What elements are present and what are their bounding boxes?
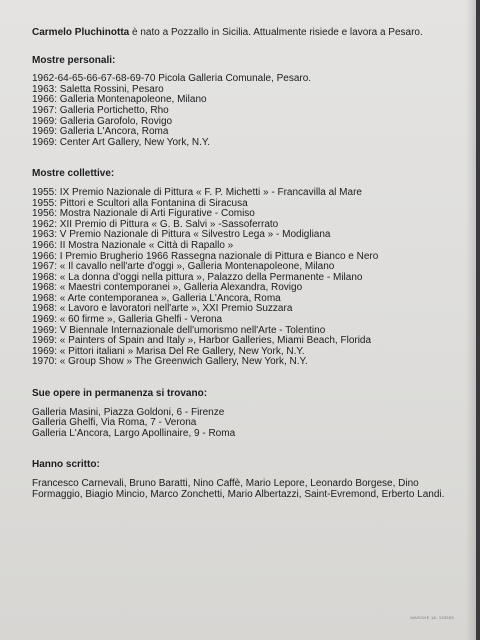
list-item: 1962: XII Premio di Pittura « G. B. Salvi » -Sassoferrato [32,218,279,230]
list-item: 1956: Mostra Nazionale di Arti Figurative - Comiso [32,208,255,220]
artist-name: Carmelo Pluchinotta [32,27,130,38]
list-item: 1969: V Biennale Internazionale dell'umorismo nell'Arte - Tolentino [32,324,326,336]
list-item: 1967: « Il cavallo nell'arte d'oggi », Galleria Montenapoleone, Milano [32,261,335,273]
list-permanenza [32,408,458,440]
list-item: 1967: Galleria Portichetto, Rho [32,104,169,116]
list-item: 1968: « Maestri contemporanei », Galleria Alexandra, Rovigo [32,282,303,294]
heading-scritto: Hanno scritto: [32,459,100,471]
intro-text: è nato a Pozzallo in Sicilia. Attualmente risiede e lavora a Pesaro. [129,27,423,38]
list-item: 1969: Center Art Gallery, New York, N.Y. [32,136,211,148]
heading-collettive: Mostre collettive: [32,168,115,180]
list-item: 1966: Galleria Montenapoleone, Milano [32,94,207,106]
authors-paragraph: Francesco Carnevali, Bruno Baratti, Nino Caffè, Mario Lepore, Leonardo Borgese, Dino Formaggio, Biagio Mincio, Marco Zonchetti, Mario Albertazzi, Saint-Evremond, Erberto Landi. [32,478,445,500]
list-item: 1968: « Lavoro e lavoratori nell'arte », XXI Premio Suzzara [32,303,293,315]
list-item: 1955: IX Premio Nazionale di Pittura « F. P. Michetti » - Francavilla al Mare [32,186,362,198]
list-item: 1962-64-65-66-67-68-69-70 Picola Galleria Comunale, Pesaro. [32,73,312,85]
list-item: 1963: V Premio Nazionale di Pittura « Silvestro Lega » - Modigliana [32,229,331,241]
list-item: 1969: Galleria Garofolo, Rovigo [32,115,173,127]
list-item: Galleria L'Ancora, Largo Apollinaire, 9 - Roma [32,427,236,439]
list-item: Galleria Ghelfi, Via Roma, 7 - Verona [32,417,197,429]
list-item: 1969: Galleria L'Ancora, Roma [32,126,169,138]
printer-mark: MARCHE 18. 193535 [410,615,454,620]
list-item: Galleria Masini, Piazza Goldoni, 6 - Firenze [32,406,225,418]
list-collettive [32,188,458,368]
list-item: 1963: Saletta Rossini, Pesaro [32,83,164,95]
list-item: 1966: II Mostra Nazionale « Città di Rapallo » [32,239,234,251]
heading-permanenza: Sue opere in permanenza si trovano: [32,388,208,400]
list-item: 1970: « Group Show » The Greenwich Gallery, New York, N.Y. [32,356,308,368]
list-personali [32,74,458,148]
intro-line [32,28,458,39]
list-item: 1968: « Arte contemporanea », Galleria L'Ancora, Roma [32,292,281,304]
list-item: 1955: Pittori e Scultori alla Fontanina di Siracusa [32,197,248,209]
list-item: 1969: « Pittori italiani » Marisa Del Re Gallery, New York, N.Y. [32,345,305,357]
list-item: 1968: « La donna d'oggi nella pittura », Palazzo della Permanente - Milano [32,271,363,283]
list-item: 1969: « Painters of Spain and Italy », Harbor Galleries, Miami Beach, Florida [32,335,372,347]
list-item: 1969: « 60 firme », Galleria Ghelfi - Verona [32,314,223,326]
list-item: 1966: I Premio Brugherio 1966 Rassegna nazionale di Pittura e Bianco e Nero [32,250,379,262]
heading-personali: Mostre personali: [32,54,116,66]
